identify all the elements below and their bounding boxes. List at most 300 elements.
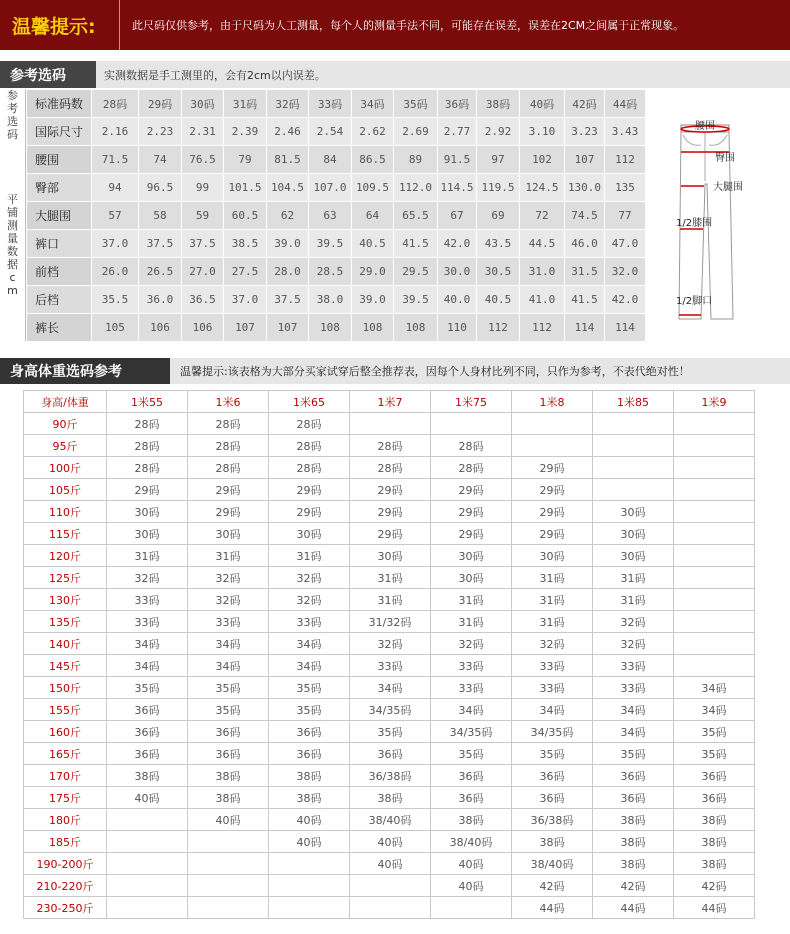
table-row <box>24 897 755 919</box>
size-cell: 36码 <box>593 787 674 809</box>
measurement-cell: 86.5 <box>352 146 394 174</box>
size-cell: 31码 <box>512 589 593 611</box>
measurement-cell: 108 <box>309 314 352 342</box>
table-row <box>24 765 755 787</box>
size-cell: 30码 <box>107 523 188 545</box>
size-cell <box>593 479 674 501</box>
table-row <box>24 567 755 589</box>
size-cell: 33码 <box>269 611 350 633</box>
size-cell: 42码 <box>674 875 755 897</box>
measurement-cell: 2.62 <box>352 118 394 146</box>
measurement-cell: 28码 <box>92 90 139 118</box>
measurement-row <box>27 202 646 230</box>
size-cell: 32码 <box>269 567 350 589</box>
measurement-row-label: 后档 <box>27 286 92 314</box>
size-cell <box>188 831 269 853</box>
size-cell: 36码 <box>674 787 755 809</box>
size-cell: 29码 <box>350 523 431 545</box>
diagram-hip-label: 臀围 <box>715 153 735 164</box>
size-cell <box>593 435 674 457</box>
size-cell: 34码 <box>107 633 188 655</box>
size-cell <box>431 413 512 435</box>
size-cell: 33码 <box>188 611 269 633</box>
size-cell: 40码 <box>431 853 512 875</box>
measurement-cell: 97 <box>477 146 520 174</box>
weight-row-label: 140斤 <box>24 633 107 655</box>
weight-row-label: 150斤 <box>24 677 107 699</box>
size-reference-note: 实测数据是手工测里的，会有2cm以内误差。 <box>104 68 326 82</box>
measurement-cell: 40.0 <box>438 286 477 314</box>
measurement-cell: 89 <box>394 146 438 174</box>
size-cell: 36码 <box>350 743 431 765</box>
table-row <box>24 875 755 897</box>
measurement-cell: 108 <box>352 314 394 342</box>
size-cell: 28码 <box>350 435 431 457</box>
size-cell: 35码 <box>269 677 350 699</box>
table-row <box>24 787 755 809</box>
diagram-hem-label: 1/2脚口 <box>676 296 713 307</box>
size-cell: 29码 <box>512 457 593 479</box>
weight-row-label: 110斤 <box>24 501 107 523</box>
size-cell: 29码 <box>350 479 431 501</box>
measurement-cell: 2.16 <box>92 118 139 146</box>
measurement-cell: 40.5 <box>352 230 394 258</box>
size-cell: 28码 <box>107 413 188 435</box>
height-column-header: 1米8 <box>512 391 593 413</box>
weight-row-label: 135斤 <box>24 611 107 633</box>
measurement-cell: 65.5 <box>394 202 438 230</box>
measurement-cell: 105 <box>92 314 139 342</box>
weight-row-label: 130斤 <box>24 589 107 611</box>
weight-row-label: 185斤 <box>24 831 107 853</box>
table-row <box>24 853 755 875</box>
size-cell <box>350 897 431 919</box>
size-cell: 34/35码 <box>350 699 431 721</box>
weight-row-label: 120斤 <box>24 545 107 567</box>
size-cell: 28码 <box>269 413 350 435</box>
size-cell <box>107 853 188 875</box>
size-cell: 32码 <box>188 589 269 611</box>
size-cell: 38码 <box>593 853 674 875</box>
measurement-row <box>27 174 646 202</box>
measurement-cell: 43.5 <box>477 230 520 258</box>
measurement-cell: 42.0 <box>605 286 646 314</box>
size-cell: 32码 <box>512 633 593 655</box>
size-cell <box>512 413 593 435</box>
size-cell <box>188 875 269 897</box>
measurement-cell: 107 <box>267 314 309 342</box>
weight-row-label: 155斤 <box>24 699 107 721</box>
measurement-cell: 109.5 <box>352 174 394 202</box>
size-cell: 29码 <box>512 523 593 545</box>
table-row <box>24 413 755 435</box>
measurement-row <box>27 118 646 146</box>
height-weight-table <box>23 390 755 919</box>
size-cell: 30码 <box>107 501 188 523</box>
measurement-cell: 33码 <box>309 90 352 118</box>
size-cell <box>350 413 431 435</box>
size-cell <box>674 567 755 589</box>
measurement-cell: 57 <box>92 202 139 230</box>
measurement-cell: 31.0 <box>520 258 565 286</box>
size-cell: 40码 <box>350 853 431 875</box>
table-row <box>24 435 755 457</box>
size-cell: 34码 <box>674 699 755 721</box>
measurement-cell: 62 <box>267 202 309 230</box>
size-cell: 29码 <box>188 479 269 501</box>
measurement-cell: 38.0 <box>309 286 352 314</box>
size-cell <box>107 897 188 919</box>
measurement-cell: 104.5 <box>267 174 309 202</box>
size-cell: 31码 <box>107 545 188 567</box>
weight-row-label: 175斤 <box>24 787 107 809</box>
weight-row-label: 105斤 <box>24 479 107 501</box>
size-cell: 31码 <box>431 589 512 611</box>
size-cell <box>512 435 593 457</box>
measurement-cell: 40.5 <box>477 286 520 314</box>
table-row <box>24 721 755 743</box>
height-column-header: 1米85 <box>593 391 674 413</box>
size-cell: 38码 <box>269 765 350 787</box>
size-cell <box>269 853 350 875</box>
height-weight-title: 身高体重选码参考 <box>0 358 170 384</box>
weight-row-label: 190-200斤 <box>24 853 107 875</box>
table-row <box>24 655 755 677</box>
measurement-cell: 32.0 <box>605 258 646 286</box>
size-cell <box>269 875 350 897</box>
size-cell: 29码 <box>431 501 512 523</box>
size-cell: 36码 <box>188 721 269 743</box>
size-cell: 36码 <box>107 699 188 721</box>
banner-title: 温馨提示: <box>0 0 120 50</box>
height-column-header: 1米55 <box>107 391 188 413</box>
size-cell: 34码 <box>512 699 593 721</box>
height-weight-corner-cell: 身高/体重 <box>24 391 107 413</box>
diagram-thigh-label: 大腿围 <box>713 182 743 193</box>
measurement-cell: 35.5 <box>92 286 139 314</box>
size-cell: 40码 <box>188 809 269 831</box>
measurement-cell: 37.0 <box>92 230 139 258</box>
measurement-cell: 41.0 <box>520 286 565 314</box>
size-cell: 29码 <box>269 479 350 501</box>
size-cell: 38码 <box>188 787 269 809</box>
size-cell: 34码 <box>431 699 512 721</box>
banner-text: 此尺码仅供参考，由于尺码为人工测量，每个人的测量手法不同，可能存在误差，误差在2CM之间属于正常现象。 <box>132 19 685 32</box>
table-row <box>24 589 755 611</box>
measurement-cell: 130.0 <box>565 174 605 202</box>
measurement-cell: 112 <box>477 314 520 342</box>
size-cell: 32码 <box>593 611 674 633</box>
size-cell: 33码 <box>593 677 674 699</box>
measurement-cell: 29码 <box>139 90 182 118</box>
size-cell: 36码 <box>269 721 350 743</box>
measurement-cell: 106 <box>182 314 224 342</box>
measurement-cell: 37.5 <box>139 230 182 258</box>
size-cell: 36/38码 <box>512 809 593 831</box>
measurement-cell: 2.92 <box>477 118 520 146</box>
measurement-row-label: 国际尺寸 <box>27 118 92 146</box>
size-cell: 28码 <box>107 457 188 479</box>
size-cell: 42码 <box>512 875 593 897</box>
measurement-cell: 96.5 <box>139 174 182 202</box>
size-cell: 28码 <box>350 457 431 479</box>
size-cell: 38码 <box>674 853 755 875</box>
side-label-measurement: 平铺测量数据cm <box>0 145 26 341</box>
pants-outline-icon <box>645 89 790 341</box>
measurement-cell: 27.0 <box>182 258 224 286</box>
size-cell <box>107 875 188 897</box>
size-cell: 29码 <box>431 479 512 501</box>
size-cell: 32码 <box>269 589 350 611</box>
size-cell <box>188 897 269 919</box>
measurement-row-label: 大腿围 <box>27 202 92 230</box>
measurement-cell: 114 <box>565 314 605 342</box>
size-cell: 38码 <box>674 809 755 831</box>
measurement-cell: 114 <box>605 314 646 342</box>
table-row <box>24 633 755 655</box>
size-cell: 28码 <box>269 435 350 457</box>
measurement-row-label: 裤长 <box>27 314 92 342</box>
height-column-header: 1米7 <box>350 391 431 413</box>
size-cell: 38码 <box>593 831 674 853</box>
size-cell: 44码 <box>674 897 755 919</box>
height-column-header: 1米75 <box>431 391 512 413</box>
size-cell: 35码 <box>431 743 512 765</box>
measurement-cell: 47.0 <box>605 230 646 258</box>
size-cell: 38码 <box>350 787 431 809</box>
size-cell: 36码 <box>593 765 674 787</box>
size-cell: 34码 <box>593 699 674 721</box>
size-cell: 34码 <box>269 655 350 677</box>
measurement-cell: 106 <box>139 314 182 342</box>
size-cell: 31码 <box>350 589 431 611</box>
size-cell: 35码 <box>350 721 431 743</box>
table-row <box>24 501 755 523</box>
measurement-cell: 108 <box>394 314 438 342</box>
measurement-cell: 84 <box>309 146 352 174</box>
measurement-cell: 74 <box>139 146 182 174</box>
size-cell <box>674 501 755 523</box>
size-cell <box>674 413 755 435</box>
measurement-cell: 26.5 <box>139 258 182 286</box>
size-cell: 36码 <box>107 721 188 743</box>
measurement-cell: 58 <box>139 202 182 230</box>
size-cell: 34码 <box>674 677 755 699</box>
size-cell: 33码 <box>107 589 188 611</box>
size-cell: 36码 <box>107 743 188 765</box>
size-cell: 32码 <box>431 633 512 655</box>
measurement-cell: 38.5 <box>224 230 267 258</box>
weight-row-label: 210-220斤 <box>24 875 107 897</box>
measurement-cell: 34码 <box>352 90 394 118</box>
measurement-cell: 3.10 <box>520 118 565 146</box>
measurement-cell: 64 <box>352 202 394 230</box>
measurement-cell: 29.0 <box>352 258 394 286</box>
measurement-cell: 41.5 <box>565 286 605 314</box>
size-cell: 30码 <box>593 545 674 567</box>
measurement-cell: 42.0 <box>438 230 477 258</box>
measurement-cell: 74.5 <box>565 202 605 230</box>
size-cell <box>674 633 755 655</box>
measurement-cell: 2.77 <box>438 118 477 146</box>
weight-row-label: 90斤 <box>24 413 107 435</box>
size-cell: 38码 <box>512 831 593 853</box>
size-cell: 38码 <box>188 765 269 787</box>
measurement-cell: 81.5 <box>267 146 309 174</box>
size-reference-header <box>0 61 790 88</box>
measurement-cell: 37.5 <box>267 286 309 314</box>
size-cell: 31码 <box>593 567 674 589</box>
weight-row-label: 125斤 <box>24 567 107 589</box>
measurement-cell: 41.5 <box>394 230 438 258</box>
size-cell: 34/35码 <box>431 721 512 743</box>
measurement-cell: 76.5 <box>182 146 224 174</box>
measurement-cell: 112.0 <box>394 174 438 202</box>
size-cell <box>269 897 350 919</box>
measurement-cell: 39.0 <box>352 286 394 314</box>
size-cell: 30码 <box>188 523 269 545</box>
size-cell: 31码 <box>188 545 269 567</box>
size-cell: 35码 <box>674 721 755 743</box>
measurement-cell: 29.5 <box>394 258 438 286</box>
measurement-cell: 42码 <box>565 90 605 118</box>
table-row <box>24 479 755 501</box>
height-column-header: 1米9 <box>674 391 755 413</box>
size-cell: 34/35码 <box>512 721 593 743</box>
measurement-cell: 114.5 <box>438 174 477 202</box>
warning-banner <box>0 0 790 50</box>
measurement-cell: 30码 <box>182 90 224 118</box>
size-cell: 36码 <box>431 765 512 787</box>
measurement-table <box>26 89 646 342</box>
size-cell: 32码 <box>107 567 188 589</box>
table-row <box>24 699 755 721</box>
measurement-row <box>27 286 646 314</box>
size-cell: 38码 <box>269 787 350 809</box>
size-cell: 31码 <box>269 545 350 567</box>
measurement-cell: 2.31 <box>182 118 224 146</box>
measurement-cell: 37.0 <box>224 286 267 314</box>
measurement-row-label: 标准码数 <box>27 90 92 118</box>
size-cell: 36码 <box>674 765 755 787</box>
weight-row-label: 180斤 <box>24 809 107 831</box>
size-cell: 38/40码 <box>350 809 431 831</box>
size-cell: 28码 <box>107 435 188 457</box>
size-cell <box>674 589 755 611</box>
measurement-cell: 31码 <box>224 90 267 118</box>
measurement-cell: 2.23 <box>139 118 182 146</box>
measurement-row-label: 裤口 <box>27 230 92 258</box>
size-cell: 40码 <box>269 809 350 831</box>
measurement-cell: 3.23 <box>565 118 605 146</box>
size-cell: 33码 <box>512 677 593 699</box>
size-cell: 34码 <box>593 721 674 743</box>
table-row <box>24 677 755 699</box>
size-cell: 30码 <box>593 501 674 523</box>
table-row <box>24 545 755 567</box>
size-cell: 29码 <box>350 501 431 523</box>
size-cell: 33码 <box>107 611 188 633</box>
measurement-row-label: 臀部 <box>27 174 92 202</box>
size-cell: 35码 <box>107 677 188 699</box>
measurement-cell: 79 <box>224 146 267 174</box>
measurement-cell: 2.46 <box>267 118 309 146</box>
size-cell: 36码 <box>512 765 593 787</box>
measurement-cell: 2.69 <box>394 118 438 146</box>
size-cell: 40码 <box>350 831 431 853</box>
weight-row-label: 230-250斤 <box>24 897 107 919</box>
measurement-row-label: 腰围 <box>27 146 92 174</box>
size-cell: 31码 <box>593 589 674 611</box>
measurement-cell: 101.5 <box>224 174 267 202</box>
size-cell: 28码 <box>431 435 512 457</box>
measurement-row-label: 前档 <box>27 258 92 286</box>
size-cell: 40码 <box>269 831 350 853</box>
size-cell: 35码 <box>269 699 350 721</box>
size-cell <box>107 809 188 831</box>
size-cell <box>674 435 755 457</box>
size-cell: 38码 <box>674 831 755 853</box>
size-cell <box>674 545 755 567</box>
measurement-cell: 77 <box>605 202 646 230</box>
size-cell: 38码 <box>107 765 188 787</box>
size-cell <box>188 853 269 875</box>
size-cell: 31码 <box>512 567 593 589</box>
measurement-cell: 31.5 <box>565 258 605 286</box>
weight-row-label: 165斤 <box>24 743 107 765</box>
table-row <box>24 523 755 545</box>
measurement-cell: 40码 <box>520 90 565 118</box>
measurement-cell: 2.39 <box>224 118 267 146</box>
size-cell <box>107 831 188 853</box>
measurement-cell: 2.54 <box>309 118 352 146</box>
size-cell: 30码 <box>431 545 512 567</box>
size-cell: 32码 <box>188 567 269 589</box>
measurement-cell: 30.5 <box>477 258 520 286</box>
pants-diagram <box>645 89 790 341</box>
measurement-row <box>27 146 646 174</box>
size-cell: 44码 <box>512 897 593 919</box>
measurement-cell: 44.5 <box>520 230 565 258</box>
measurement-cell: 37.5 <box>182 230 224 258</box>
size-cell: 36码 <box>188 743 269 765</box>
size-cell: 35码 <box>512 743 593 765</box>
measurement-cell: 27.5 <box>224 258 267 286</box>
size-cell <box>674 479 755 501</box>
size-cell: 35码 <box>188 699 269 721</box>
size-cell: 28码 <box>188 435 269 457</box>
size-cell: 30码 <box>269 523 350 545</box>
size-cell: 38码 <box>593 809 674 831</box>
height-weight-note: 温馨提示:该表格为大部分买家试穿后整全推荐表，因每个人身材比列不同，只作为参考，不表代绝对性！ <box>180 365 690 378</box>
measurement-cell: 91.5 <box>438 146 477 174</box>
size-cell: 32码 <box>593 633 674 655</box>
weight-row-label: 95斤 <box>24 435 107 457</box>
height-column-header: 1米6 <box>188 391 269 413</box>
measurement-cell: 28.0 <box>267 258 309 286</box>
height-weight-header-row <box>24 391 755 413</box>
measurement-cell: 44码 <box>605 90 646 118</box>
measurement-cell: 39.5 <box>394 286 438 314</box>
measurement-row <box>27 258 646 286</box>
measurement-cell: 112 <box>520 314 565 342</box>
weight-row-label: 145斤 <box>24 655 107 677</box>
size-cell: 33码 <box>593 655 674 677</box>
weight-row-label: 100斤 <box>24 457 107 479</box>
size-cell: 33码 <box>431 655 512 677</box>
size-cell: 35码 <box>674 743 755 765</box>
measurement-cell: 59 <box>182 202 224 230</box>
